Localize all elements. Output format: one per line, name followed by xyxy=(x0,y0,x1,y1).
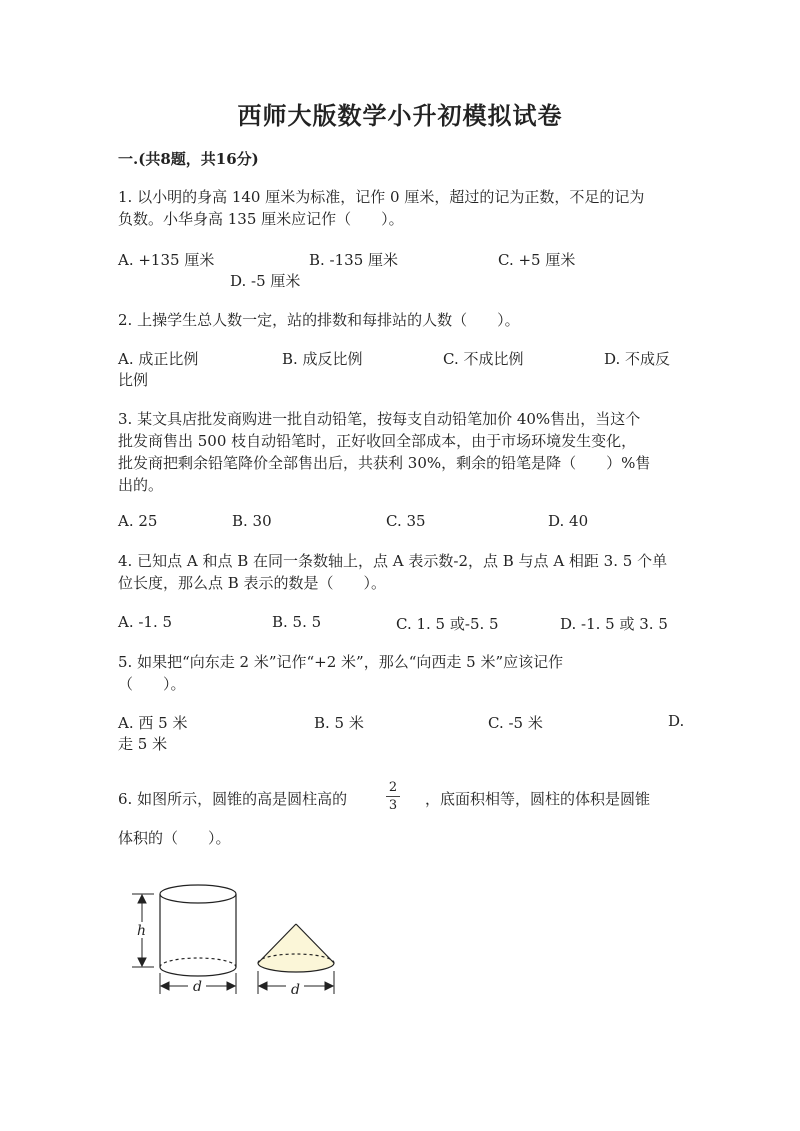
question-1-line-2: 负数。小华身高 135 厘米应记作（ ）。 xyxy=(118,210,404,228)
cylinder-shape xyxy=(160,885,236,976)
height-label: h xyxy=(137,923,147,939)
question-2-option-a: A. 成正比例 xyxy=(118,350,199,368)
question-6-line-2: ，底面积相等，圆柱的体积是圆锥 xyxy=(425,790,651,808)
question-5-option-d-wrap: 走 5 米 xyxy=(118,735,168,753)
question-1-option-c: C. +5 厘米 xyxy=(498,251,576,269)
question-1 xyxy=(118,186,644,230)
question-1-option-a: A. +135 厘米 xyxy=(118,251,215,269)
question-3-line-2: 批发商售出 500 枝自动铅笔时，正好收回全部成本，由于市场环境发生变化， xyxy=(118,432,637,450)
question-5-line-2: （ ）。 xyxy=(118,675,186,693)
page-title: 西师大版数学小升初模拟试卷 xyxy=(237,101,563,130)
question-3-line-1: 3. 某文具店批发商购进一批自动铅笔，按每支自动铅笔加价 40%售出，当这个 xyxy=(118,410,641,428)
section-header: 一.(共8题，共16分) xyxy=(118,150,259,168)
cone-shape xyxy=(258,924,334,972)
question-2-option-d: D. 不成反 xyxy=(604,350,671,368)
question-4-line-2: 位长度，那么点 B 表示的数是（ ）。 xyxy=(118,574,387,592)
question-3-option-d: D. 40 xyxy=(548,512,589,530)
question-5-option-d: D. xyxy=(668,712,685,730)
fraction-denominator: 3 xyxy=(388,798,398,813)
fraction-two-thirds xyxy=(386,780,400,813)
cylinder-cone-figure xyxy=(120,876,350,1002)
question-1-option-b: B. -135 厘米 xyxy=(309,251,399,269)
question-1-option-d: D. -5 厘米 xyxy=(230,272,301,290)
question-4-line-1: 4. 已知点 A 和点 B 在同一条数轴上，点 A 表示数-2，点 B 与点 A 相距 3. 5 个单 xyxy=(118,552,668,570)
question-2-option-c: C. 不成比例 xyxy=(443,350,524,368)
question-2-line-1: 2. 上操学生总人数一定，站的排数和每排站的人数（ ）。 xyxy=(118,311,520,329)
question-2 xyxy=(118,309,520,331)
question-4-option-c: C. 1. 5 或-5. 5 xyxy=(396,615,499,633)
question-3-option-c: C. 35 xyxy=(386,512,426,530)
question-3-option-b: B. 30 xyxy=(232,512,272,530)
question-6-line-3: 体积的（ ）。 xyxy=(118,829,231,847)
question-5-option-a: A. 西 5 米 xyxy=(118,714,188,732)
question-6-line-1: 6. 如图所示，圆锥的高是圆柱高的 xyxy=(118,790,348,808)
fraction-numerator: 2 xyxy=(388,780,398,795)
question-5 xyxy=(118,651,563,695)
question-4 xyxy=(118,550,667,594)
question-5-option-b: B. 5 米 xyxy=(314,714,364,732)
question-3 xyxy=(118,408,650,496)
question-3-line-3: 批发商把剩余铅笔降价全部售出后，共获利 30%，剩余的铅笔是降（ ）%售 xyxy=(118,454,651,472)
fraction-bar xyxy=(386,796,400,797)
question-1-line-1: 1. 以小明的身高 140 厘米为标准，记作 0 厘米，超过的记为正数，不足的记为 xyxy=(118,188,645,206)
question-3-option-a: A. 25 xyxy=(118,512,158,530)
question-4-option-b: B. 5. 5 xyxy=(272,613,322,631)
question-5-option-c: C. -5 米 xyxy=(488,714,543,732)
cylinder-diameter-label: d xyxy=(193,979,202,995)
question-2-option-b: B. 成反比例 xyxy=(282,350,363,368)
question-4-option-d: D. -1. 5 或 3. 5 xyxy=(560,615,668,633)
question-3-line-4: 出的。 xyxy=(118,476,164,494)
question-4-option-a: A. -1. 5 xyxy=(118,613,173,631)
question-5-line-1: 5. 如果把“向东走 2 米”记作“+2 米”，那么“向西走 5 米”应该记作 xyxy=(118,653,564,671)
cone-diameter-label: d xyxy=(291,982,300,998)
question-2-option-d-wrap: 比例 xyxy=(118,371,149,389)
